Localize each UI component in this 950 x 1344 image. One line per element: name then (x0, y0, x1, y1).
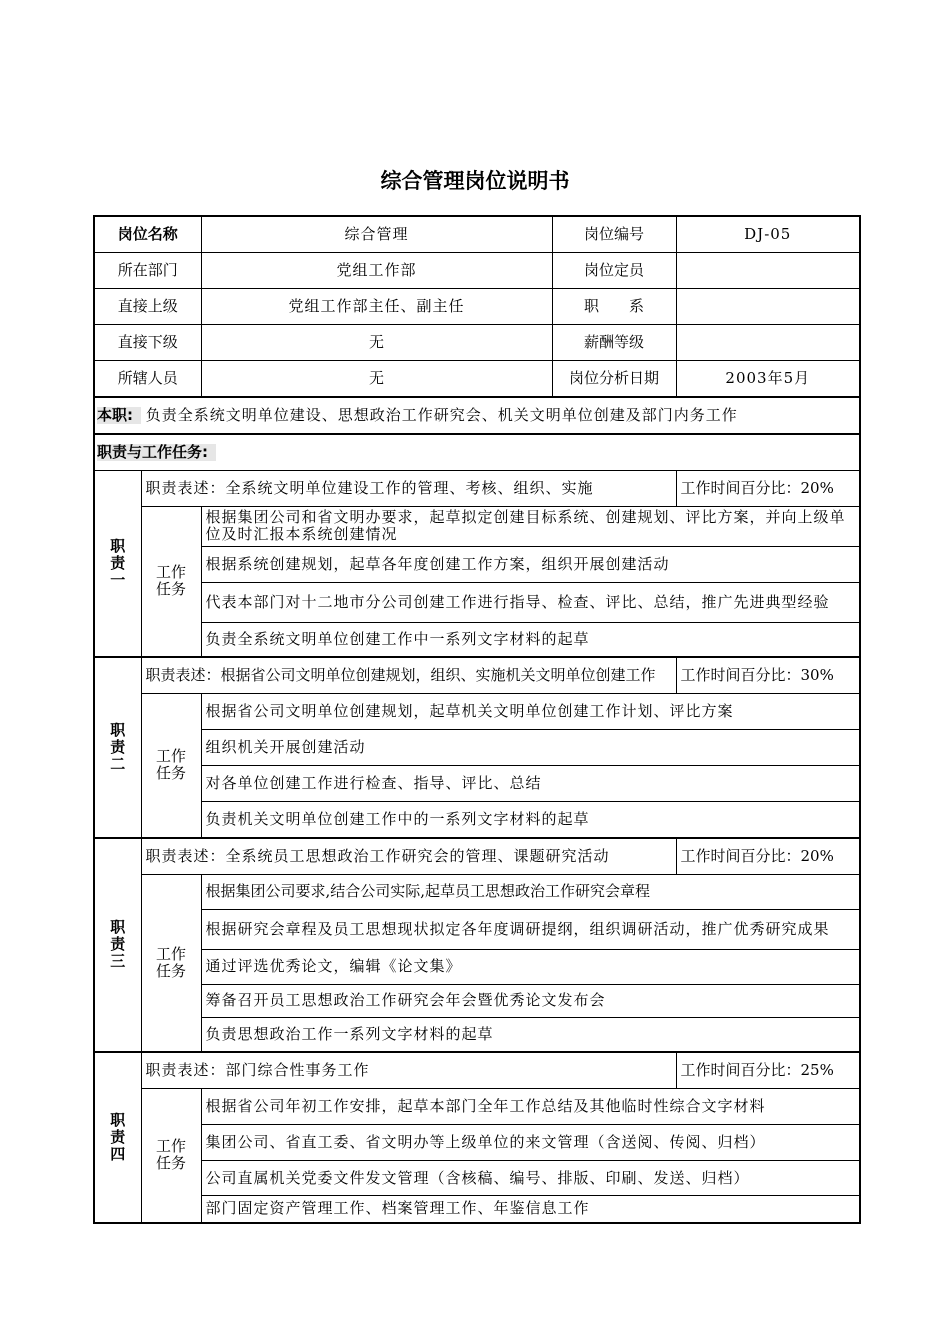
direct-superior-value: 党组工作部主任、副主任 (201, 289, 552, 325)
salary-grade-value (676, 325, 860, 361)
task-item: 根据省公司年初工作安排，起草本部门全年工作总结及其他临时性综合文字材料 (201, 1089, 860, 1125)
duty-name: 职 责 四 (94, 1052, 141, 1223)
duty-time-percentage: 工作时间百分比：30% (676, 657, 860, 694)
info-row (94, 289, 860, 325)
task-row (94, 984, 860, 1017)
task-item: 根据集团公司和省文明办要求，起草拟定创建目标系统、创建规划、评比方案，并向上级单位及时汇报本系统创建情况 (201, 506, 860, 546)
task-label: 工作 任务 (141, 1089, 201, 1223)
task-row (94, 949, 860, 984)
duty-description-row (94, 470, 860, 506)
core-duty-label: 本职: (97, 407, 141, 424)
task-row (94, 622, 860, 657)
job-family-label: 职 系 (552, 289, 676, 325)
duty-description-row (94, 657, 860, 694)
task-item: 负责全系统文明单位创建工作中一系列文字材料的起草 (201, 622, 860, 657)
position-code-value: DJ-05 (676, 216, 860, 253)
duty-description: 职责表述：全系统员工思想政治工作研究会的管理、课题研究活动 (141, 838, 676, 875)
task-item: 代表本部门对十二地市分公司创建工作进行指导、检查、评比、总结，推广先进典型经验 (201, 582, 860, 622)
core-duty-text: 负责全系统文明单位建设、思想政治工作研究会、机关文明单位创建及部门内务工作 (145, 406, 738, 424)
duty-time-percentage: 工作时间百分比：20% (676, 838, 860, 875)
task-item: 根据省公司文明单位创建规划，起草机关文明单位创建工作计划、评比方案 (201, 694, 860, 730)
staff-label: 所辖人员 (94, 361, 201, 398)
task-item: 部门固定资产管理工作、档案管理工作、年鉴信息工作 (201, 1196, 860, 1223)
task-label: 工作 任务 (141, 874, 201, 1052)
direct-subordinate-value: 无 (201, 325, 552, 361)
task-label: 工作 任务 (141, 694, 201, 838)
info-row (94, 361, 860, 398)
direct-subordinate-label: 直接下级 (94, 325, 201, 361)
salary-grade-label: 薪酬等级 (552, 325, 676, 361)
task-item: 根据研究会章程及员工思想现状拟定各年度调研提纲，组织调研活动，推广优秀研究成果 (201, 909, 860, 949)
duty-description-row (94, 1052, 860, 1089)
task-item: 公司直属机关党委文件发文管理（含核稿、编号、排版、印刷、发送、归档） (201, 1161, 860, 1196)
duty-description: 职责表述：全系统文明单位建设工作的管理、考核、组织、实施 (141, 470, 676, 506)
duty-name: 职 责 二 (94, 657, 141, 838)
headcount-label: 岗位定员 (552, 253, 676, 289)
task-row (94, 1125, 860, 1161)
task-row (94, 909, 860, 949)
task-item: 根据集团公司要求,结合公司实际,起草员工思想政治工作研究会章程 (201, 874, 860, 909)
task-row (94, 1196, 860, 1223)
info-row (94, 253, 860, 289)
task-row (94, 1161, 860, 1196)
task-row (94, 766, 860, 802)
duty-time-percentage: 工作时间百分比：20% (676, 470, 860, 506)
task-item: 负责机关文明单位创建工作中的一系列文字材料的起草 (201, 802, 860, 838)
task-item: 负责思想政治工作一系列文字材料的起草 (201, 1017, 860, 1052)
task-item: 根据系统创建规划，起草各年度创建工作方案，组织开展创建活动 (201, 546, 860, 582)
task-label: 工作 任务 (141, 506, 201, 657)
task-row (94, 546, 860, 582)
task-row (94, 802, 860, 838)
duty-time-percentage: 工作时间百分比：25% (676, 1052, 860, 1089)
duty-description: 职责表述：部门综合性事务工作 (141, 1052, 676, 1089)
position-name-label: 岗位名称 (94, 216, 201, 253)
task-row (94, 874, 860, 909)
task-item: 通过评选优秀论文，编辑《论文集》 (201, 949, 860, 984)
duty-description: 职责表述：根据省公司文明单位创建规划，组织、实施机关文明单位创建工作 (141, 657, 676, 694)
document-title: 综合管理岗位说明书 (380, 169, 570, 193)
position-name-value: 综合管理 (201, 216, 552, 253)
job-description-table (93, 215, 861, 1224)
task-row (94, 1017, 860, 1052)
staff-value: 无 (201, 361, 552, 398)
task-item: 组织机关开展创建活动 (201, 730, 860, 766)
task-row (94, 694, 860, 730)
job-family-value (676, 289, 860, 325)
department-value: 党组工作部 (201, 253, 552, 289)
duties-header-row (94, 434, 860, 470)
core-duty-row (94, 397, 860, 434)
task-row (94, 506, 860, 546)
info-row (94, 216, 860, 253)
department-label: 所在部门 (94, 253, 201, 289)
analysis-date-value: 2003年5月 (676, 361, 860, 398)
headcount-value (676, 253, 860, 289)
position-code-label: 岗位编号 (552, 216, 676, 253)
info-row (94, 325, 860, 361)
task-item: 筹备召开员工思想政治工作研究会年会暨优秀论文发布会 (201, 984, 860, 1017)
task-row (94, 1089, 860, 1125)
task-item: 对各单位创建工作进行检查、指导、评比、总结 (201, 766, 860, 802)
duty-name: 职 责 三 (94, 838, 141, 1053)
analysis-date-label: 岗位分析日期 (552, 361, 676, 398)
task-row (94, 582, 860, 622)
task-row (94, 730, 860, 766)
duty-description-row (94, 838, 860, 875)
duties-header: 职责与工作任务: (97, 444, 216, 461)
duty-name: 职 责 一 (94, 470, 141, 657)
direct-superior-label: 直接上级 (94, 289, 201, 325)
task-item: 集团公司、省直工委、省文明办等上级单位的来文管理（含送阅、传阅、归档） (201, 1125, 860, 1161)
